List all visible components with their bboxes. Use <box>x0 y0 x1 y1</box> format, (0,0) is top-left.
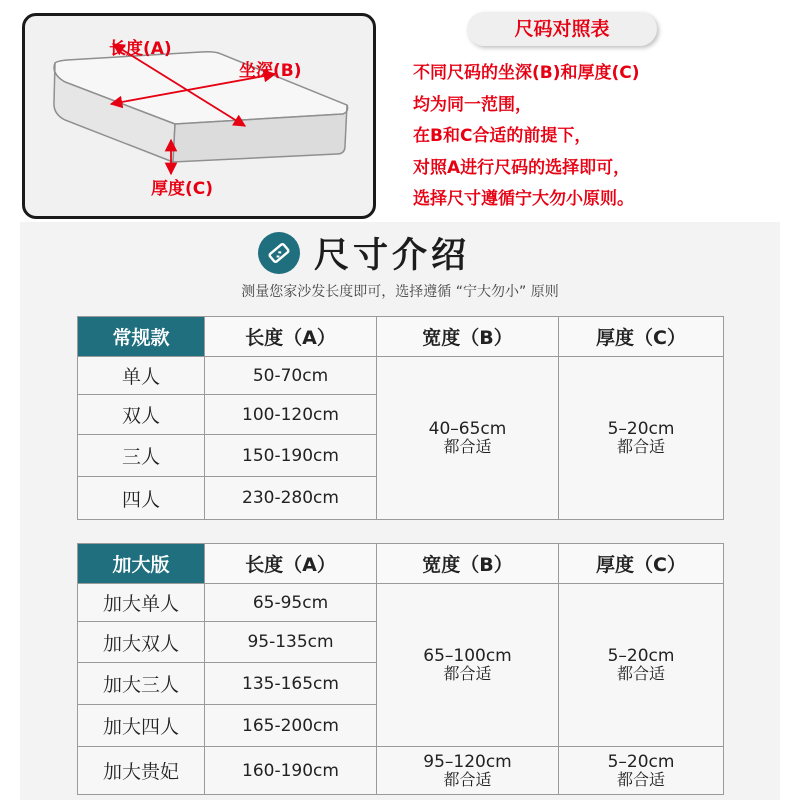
row-length: 150-190cm <box>205 435 377 477</box>
note-line-4: 对照A进行尺码的选择即可， <box>413 157 631 178</box>
note-line-3: 在B和C合适的前提下， <box>413 126 592 146</box>
header-width: 宽度（B） <box>377 317 559 357</box>
width-range-note: 都合适 <box>443 664 492 683</box>
label-thickness-c: 厚度(C) <box>151 179 214 199</box>
header-thickness: 厚度（C） <box>559 317 724 357</box>
width-range-note: 都合适 <box>443 769 492 789</box>
section-subtitle: 测量您家沙发长度即可，选择遵循 “宁大勿小” 原则 <box>241 284 559 300</box>
row-name: 加大贵妃 <box>78 747 205 795</box>
thickness-range-note: 都合适 <box>616 437 665 456</box>
table-header-row <box>78 317 724 357</box>
header-width: 宽度（B） <box>377 544 559 584</box>
width-range-value: 40–65cm <box>428 419 507 439</box>
table-row <box>78 747 724 795</box>
table-row <box>78 584 724 622</box>
thickness-range-value: 5–20cm <box>607 751 675 772</box>
width-range-note: 都合适 <box>443 437 492 456</box>
regular-header-cell: 常规款 <box>78 317 205 357</box>
thickness-range-cell <box>559 584 724 747</box>
note-line-5: 选择尺寸遵循宁大勿小原则。 <box>413 189 634 209</box>
header-length: 长度（A） <box>205 317 377 357</box>
cushion-diagram <box>22 13 376 219</box>
row-name: 加大单人 <box>78 584 205 622</box>
size-chart-note <box>413 58 793 216</box>
row-name: 双人 <box>78 395 205 435</box>
table-header-row <box>78 544 724 584</box>
row-name: 加大双人 <box>78 622 205 663</box>
thickness-range-cell <box>559 357 724 520</box>
row-name: 加大三人 <box>78 663 205 705</box>
width-range-cell <box>377 357 559 520</box>
regular-size-table <box>77 316 724 520</box>
row-length: 135-165cm <box>205 663 377 705</box>
label-length-a: 长度(A) <box>109 39 172 59</box>
width-range-cell <box>377 747 559 795</box>
row-length: 50-70cm <box>205 357 377 395</box>
size-chart-title: 尺码对照表 <box>467 12 657 46</box>
row-name: 三人 <box>78 435 205 477</box>
row-name: 单人 <box>78 357 205 395</box>
row-length: 165-200cm <box>205 705 377 747</box>
width-range-cell <box>377 584 559 747</box>
header-length: 长度（A） <box>205 544 377 584</box>
row-name: 加大四人 <box>78 705 205 747</box>
section-title: 尺寸介绍 <box>314 236 471 276</box>
label-depth-b: 坐深(B) <box>239 61 302 81</box>
table-row <box>78 357 724 395</box>
large-size-table <box>77 543 724 795</box>
section-heading <box>258 230 470 276</box>
row-length: 100-120cm <box>205 395 377 435</box>
header-thickness: 厚度（C） <box>559 544 724 584</box>
ruler-icon <box>258 232 300 274</box>
thickness-range-value: 5–20cm <box>607 419 675 439</box>
note-line-2: 均为同一范围， <box>413 94 532 115</box>
width-range-value: 65–100cm <box>423 646 512 666</box>
row-length: 160-190cm <box>205 747 377 795</box>
thickness-range-note: 都合适 <box>616 769 665 789</box>
row-name: 四人 <box>78 477 205 520</box>
row-length: 65-95cm <box>205 584 377 622</box>
thickness-range-note: 都合适 <box>616 664 665 683</box>
width-range-value: 95–120cm <box>423 751 512 772</box>
row-length: 230-280cm <box>205 477 377 520</box>
note-line-1: 不同尺码的坐深(B)和厚度(C) <box>413 63 640 83</box>
thickness-range-value: 5–20cm <box>607 646 675 666</box>
large-header-cell: 加大版 <box>78 544 205 584</box>
thickness-range-cell <box>559 747 724 795</box>
row-length: 95-135cm <box>205 622 377 663</box>
